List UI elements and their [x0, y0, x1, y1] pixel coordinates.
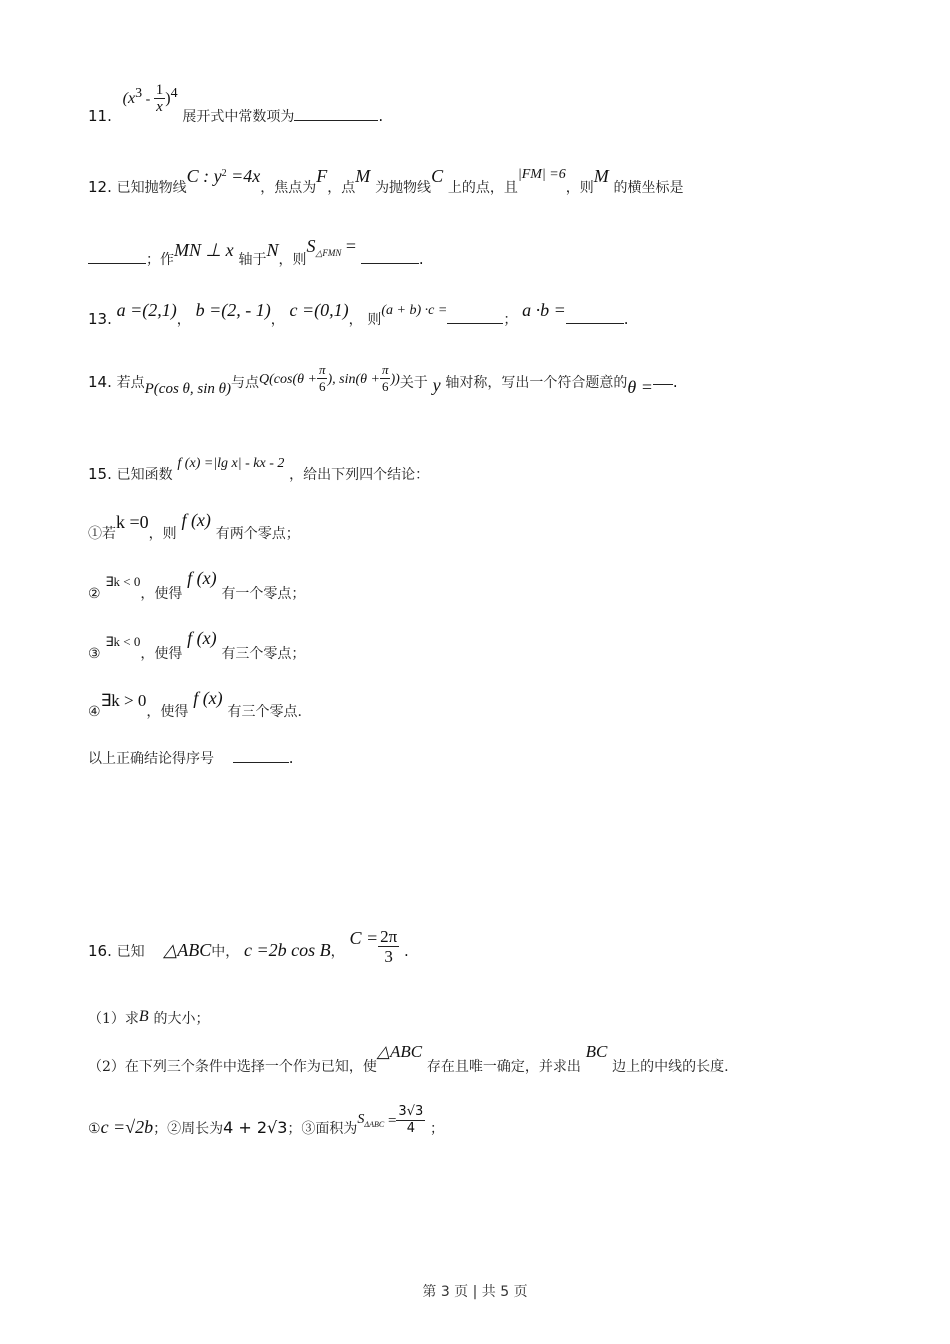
conclusion-item-4: ④∃k > 0，使得 f (x) 有三个零点. — [88, 688, 302, 720]
answer-blank[interactable] — [653, 380, 673, 385]
fraction-pi-6: $\frac{\pi}{6}$ — [381, 362, 389, 394]
question-15: 15. 已知函数 f (x) =|lg x| - kx - 2 ，给出下列四个结论： — [88, 456, 430, 483]
answer-blank[interactable] — [88, 249, 146, 264]
question-number: 13. — [88, 310, 112, 328]
conclusion-item-2: ② ∃k < 0，使得 f (x) 有一个零点； — [88, 568, 306, 602]
fraction: $\frac{1}{x}$ — [155, 82, 164, 115]
question-number: 16. — [88, 942, 112, 960]
fraction-area: $\frac{3√3}{4}$ — [398, 1104, 424, 1136]
question-number: 15. — [88, 465, 112, 483]
conclusion-prompt: 以上正确结论得序号 . — [88, 749, 294, 767]
answer-blank[interactable] — [294, 106, 378, 121]
answer-blank[interactable] — [233, 748, 289, 763]
question-16: 16. 已知 △ABC中， c =2b cos B， C = $\frac{2\pi}{3}$ . — [88, 927, 409, 966]
answer-blank[interactable] — [566, 309, 624, 324]
question-number: 14. — [88, 373, 112, 391]
question-16-part-2: （2）在下列三个条件中选择一个作为已知，使△ABC 存在且唯一确定，并求出 BC 边上的中线的长度. — [88, 1042, 729, 1075]
fraction-pi-6: $\frac{\pi}{6}$ — [318, 362, 326, 394]
answer-blank[interactable] — [361, 249, 419, 264]
conclusion-item-3: ③ ∃k < 0，使得 f (x) 有三个零点； — [88, 628, 306, 662]
answer-blank[interactable] — [447, 309, 503, 324]
question-12-line-2: ；作MN ⊥ x 轴于N，则$S_{\triangle FMN}$ = . — [88, 240, 424, 267]
question-13: 13. a =(2,1)， b =(2, - 1)， c =(0,1)， 则(a + b) ·c =； a ·b = . — [88, 300, 629, 328]
question-12: 12. 已知抛物线C : $y^2 =4x$，焦点为F，点M 为抛物线C 上的点，且|FM| =6，则M 的横坐标是 — [88, 166, 684, 196]
conclusion-item-1: ①若k =0，则 f (x) 有两个零点； — [88, 510, 300, 542]
fraction-2pi-3: $\frac{2\pi}{3}$ — [380, 927, 398, 966]
question-number: 11. — [88, 107, 112, 125]
question-11: 11. ($x^3$ - $\frac{1}{x}$ )$^4$ 展开式中常数项为 . — [88, 82, 384, 125]
question-number: 12. — [88, 178, 112, 196]
question-14: 14. 若点P(cos θ, sin θ)与点Q(cos(θ + $\frac{\pi}{6}$ ), sin(θ + $\frac{\pi}{6}$ ))关于 y 轴对称，写出一个符合题意的θ = . — [88, 362, 678, 397]
question-16-conditions: ①c =√2b；②周长为4 + 2√3；③面积为$S_{\Delta ABC}$ = $\frac{3√3}{4}$ ； — [88, 1104, 445, 1137]
page-footer: 第 3 页 | 共 5 页 — [422, 1284, 528, 1300]
math-expression: ($x^3$ - $\frac{1}{x}$ )$^4$ — [122, 82, 178, 115]
question-16-part-1: （1）求B 的大小； — [88, 1008, 210, 1027]
